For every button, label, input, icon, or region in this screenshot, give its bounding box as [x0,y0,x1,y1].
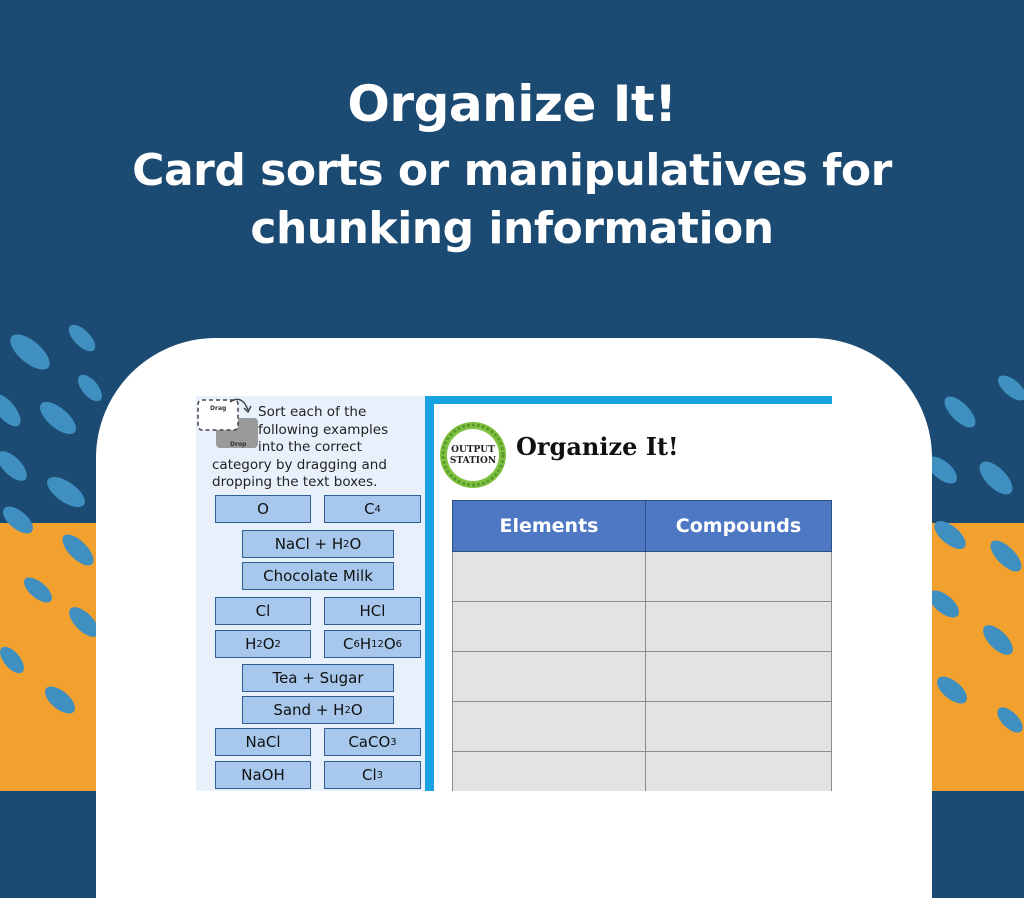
table-header-row [453,501,832,552]
chip-c6h12o6[interactable]: C 6 H 12 O 6 [324,630,421,658]
slide-title: Organize It! [347,75,677,133]
chip-chocolate-milk[interactable]: Chocolate Milk [242,562,394,590]
drop-cell[interactable] [646,702,832,752]
instructions-line-2: following examples [258,421,389,438]
chip-cl3[interactable]: Cl 3 [324,761,421,789]
instructions-line-5: dropping the text boxes. [212,474,378,490]
table-row [453,652,832,702]
drop-cell[interactable] [453,702,646,752]
chip-cl[interactable]: Cl [215,597,311,625]
column-header-elements: Elements [453,501,646,552]
worksheet-title: Organize It! [516,432,679,461]
chip-nacl[interactable]: NaCl [215,728,311,756]
sorting-table [452,500,832,791]
chip-caco3[interactable]: CaCO 3 [324,728,421,756]
instructions-line-4: category by dragging and [212,456,387,473]
drop-cell[interactable] [453,652,646,702]
table-row [453,702,832,752]
instructions-text [212,404,422,492]
card-sort-panel [196,396,425,791]
sorting-panel [434,396,832,791]
table-row [453,602,832,652]
table-row [453,552,832,602]
chip-tea-sugar[interactable]: Tea + Sugar [242,664,394,692]
chip-c4[interactable]: C 4 [324,495,421,523]
drop-cell[interactable] [646,552,832,602]
drop-cell[interactable] [646,752,832,792]
slide-subtitle-line-2: chunking information [250,203,774,254]
chip-hcl[interactable]: HCl [324,597,421,625]
panel-divider [425,396,434,791]
slide-heading [0,72,1024,258]
chip-sand-h2o[interactable]: Sand + H 2 O [242,696,394,724]
drag-label: Drag [210,405,227,412]
worksheet-preview [196,396,832,791]
badge-line-1: OUTPUT [451,445,495,455]
drop-cell[interactable] [453,552,646,602]
chip-h2o2[interactable]: H 2 O 2 [215,630,311,658]
drop-cell[interactable] [453,602,646,652]
column-header-compounds: Compounds [646,501,832,552]
instructions-line-3: into the correct [258,439,362,455]
table-row [453,752,832,792]
chip-naoh[interactable]: NaOH [215,761,311,789]
drop-cell[interactable] [646,602,832,652]
output-station-badge [438,420,508,490]
badge-line-2: STATION [449,456,497,466]
drop-cell[interactable] [453,752,646,792]
chip-nacl-h2o[interactable]: NaCl + H 2 O [242,530,394,558]
chip-o[interactable]: O [215,495,311,523]
drop-label: Drop [230,441,247,448]
slide-subtitle-line-1: Card sorts or manipulatives for [132,145,892,196]
instructions-line-1: Sort each of the [258,404,367,420]
drop-cell[interactable] [646,652,832,702]
